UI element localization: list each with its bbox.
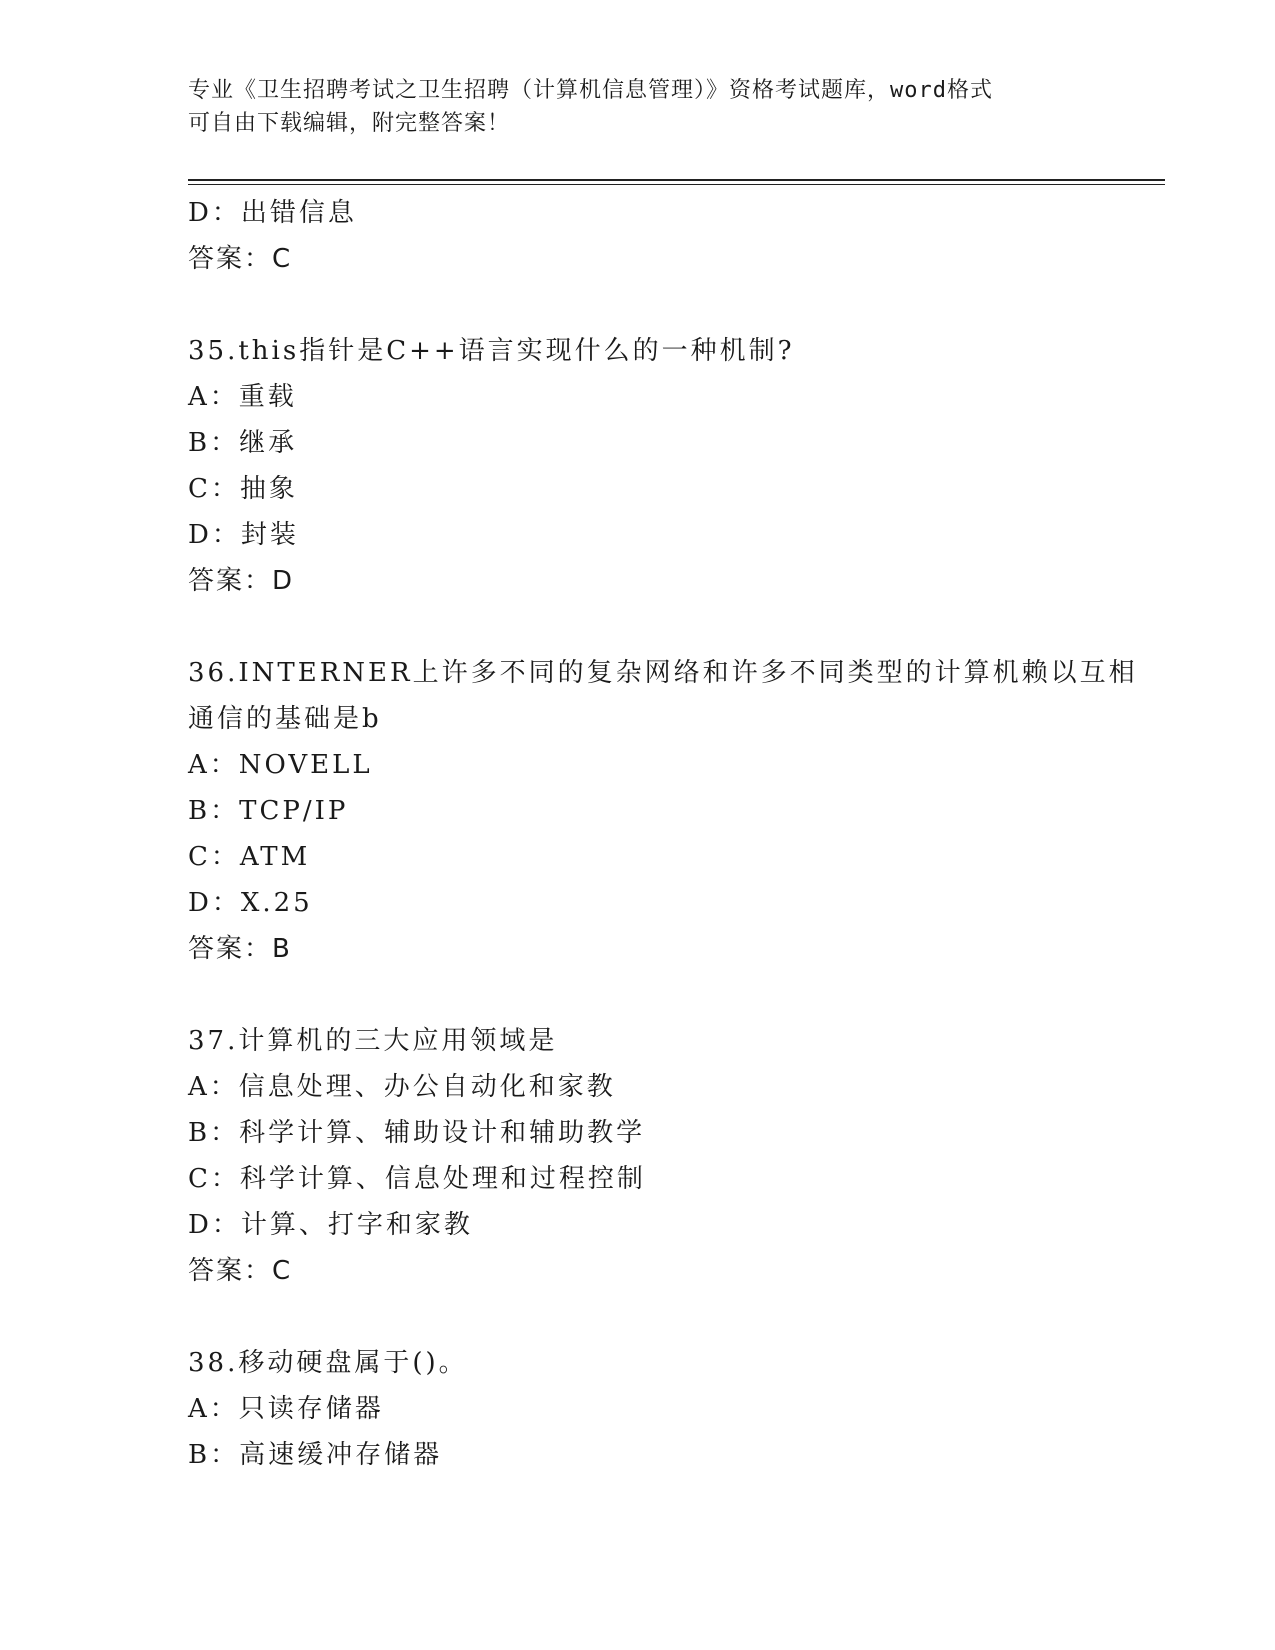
header-divider	[188, 179, 1165, 181]
option-d: D：封装	[188, 520, 299, 550]
option-c: C：科学计算、信息处理和过程控制	[188, 1164, 646, 1194]
option-d: D：X.25	[188, 888, 313, 918]
header-divider-thin	[188, 184, 1165, 185]
question-list	[188, 190, 1138, 1478]
header-line-1: 专业《卫生招聘考试之卫生招聘（计算机信息管理）》资格考试题库，word格式	[188, 78, 993, 103]
option-d: D：出错信息	[188, 198, 357, 228]
answer-line: 答案：B	[188, 934, 292, 964]
document-header	[188, 74, 1088, 140]
question-text: 35.this指针是C++语言实现什么的一种机制?	[188, 336, 795, 366]
question-text: 38.移动硬盘属于()。	[188, 1348, 468, 1378]
option-b: B：继承	[188, 428, 298, 458]
question-text: 37.计算机的三大应用领域是	[188, 1026, 558, 1056]
answer-line: 答案：D	[188, 566, 295, 596]
option-c: C：抽象	[188, 474, 298, 504]
option-b: B：高速缓冲存储器	[188, 1440, 443, 1470]
option-d: D：计算、打字和家教	[188, 1210, 473, 1240]
question-text: 36.INTERNER上许多不同的复杂网络和许多不同类型的计算机赖以互相	[188, 658, 1138, 688]
option-a: A：信息处理、办公自动化和家教	[188, 1072, 616, 1102]
option-b: B：TCP/IP	[188, 796, 349, 826]
question-38	[188, 1340, 1108, 1478]
header-line-2: 可自由下载编辑，附完整答案！	[188, 111, 511, 136]
option-a: A：重载	[188, 382, 297, 412]
answer-line: 答案：C	[188, 244, 293, 274]
option-b: B：科学计算、辅助设计和辅助教学	[188, 1118, 646, 1148]
option-c: C：ATM	[188, 842, 311, 872]
option-a: A：只读存储器	[188, 1394, 384, 1424]
question-35	[188, 328, 1108, 604]
question-37	[188, 1018, 1108, 1294]
question-36	[188, 650, 1138, 972]
answer-line: 答案：C	[188, 1256, 293, 1286]
question-text-continued: 通信的基础是b	[188, 704, 382, 734]
option-a: A：NOVELL	[188, 750, 373, 780]
partial-question-34	[188, 190, 1108, 282]
